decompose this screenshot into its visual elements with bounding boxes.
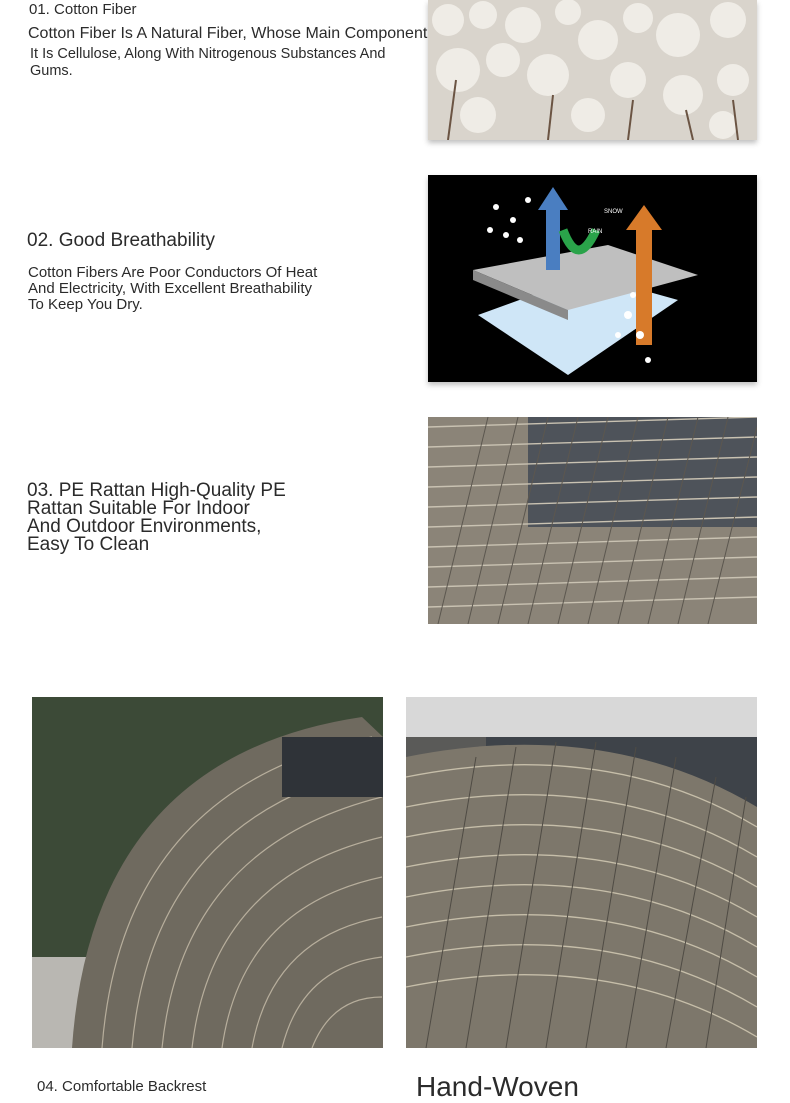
section-2-body: Cotton Fibers Are Poor Conductors Of Heat And Electricity, With Excellent Breathability To Keep You Dry. [28, 264, 318, 313]
rattan-chair-image-right [406, 697, 757, 1048]
section-1-heading: 01. Cotton Fiber [29, 1, 137, 18]
rattan-closeup-image [428, 417, 757, 624]
cotton-field-image [428, 0, 757, 140]
section-2-heading: 02. Good Breathability [27, 230, 216, 251]
rattan-chair-image-left [32, 697, 383, 1048]
section-3-heading: 03. PE Rattan High-Quality PE Rattan Suitable For Indoor And Outdoor Environments, Easy To Clean [27, 480, 286, 555]
snow-label: SNOW [604, 209, 623, 215]
section-1-body-line2: It Is Cellulose, Along With Nitrogenous Substances And Gums. [30, 46, 386, 79]
section-1-body-line1: Cotton Fiber Is A Natural Fiber, Whose Main Component [28, 25, 428, 42]
hand-woven-title: Hand-Woven [416, 1071, 579, 1102]
breathability-diagram-image [428, 175, 757, 382]
rain-label: RAIN [588, 229, 603, 235]
section-4-heading: 04. Comfortable Backrest [37, 1078, 207, 1095]
